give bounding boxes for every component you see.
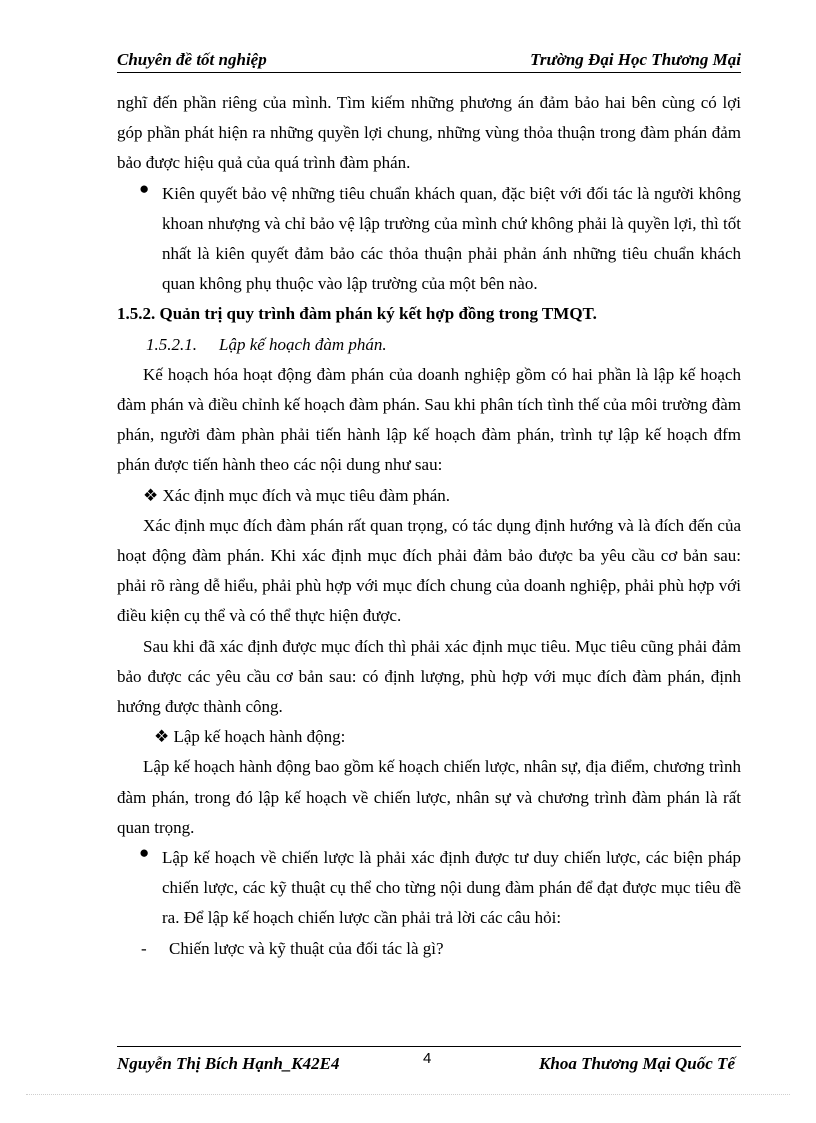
bullet-text: Lập kế hoạch về chiến lược là phải xác định được tư duy chiến lược, các biện pháp chiến lược, các kỹ thuật cụ thể cho từng nội dung đàm phán để đạt được mục tiêu đề ra. Để lập kế hoạch chiến lược cần phải trả lời các câu hỏi: [162,848,741,928]
page-header [117,48,741,74]
footer-author: Nguyễn Thị Bích Hạnh_K42E4 [117,1054,340,1073]
subsection-number: 1.5.2.1. [146,334,197,354]
header-left-title: Chuyên đề tốt nghiệp [117,50,267,69]
subsection-heading [117,330,741,360]
diamond-item-goals [117,481,741,511]
page-bottom-boundary [26,1094,790,1095]
diamond-item-text: Lập kế hoạch hành động: [173,727,346,747]
subsection-title: Lập kế hoạch đàm phán. [219,334,387,354]
paragraph-action-plan: Lập kế hoạch hành động bao gồm kế hoạch chiến lược, nhân sự, địa điểm, chương trình đàm phán, trong đó lập kế hoạch về chiến lược, nhân sự và chương trình đàm phán là rất quan trọng. [117,757,741,837]
page-number: 4 [423,1050,432,1067]
diamond-bullet-icon: ❖ [154,727,174,747]
page-footer [117,1046,741,1076]
paragraph-planning-intro: Kế hoạch hóa hoạt động đàm phán của doanh nghiệp gồm có hai phần là lập kế hoạch đàm phán và điều chỉnh kế hoạch đàm phán. Sau khi phân tích tình thế của môi trường đàm phán, người đàm phàn phải tiến hành lập kế hoạch đàm phán, trình tự lập kế hoạch đfm phán được tiến hành theo các nội dung như sau: [117,364,741,475]
dash-item-question [117,934,741,964]
diamond-item-action-plan [117,722,741,752]
paragraph-objectives: Sau khi đã xác định được mục đích thì phải xác định mục tiêu. Mục tiêu cũng phải đảm bảo được các yêu cầu cơ bản sau: có định lượng, phù hợp với mục đích đàm phán, định hướng được thành công. [117,636,741,717]
page-body [117,88,741,964]
paragraph-continued: nghĩ đến phần riêng của mình. Tìm kiếm những phương án đảm bảo hai bên cùng có lợi góp phần phát hiện ra những quyền lợi chung, những vùng thỏa thuận trong đàm phán đảm bảo được hiệu quả của quá trình đàm phán. [117,93,741,173]
bullet-dot-icon: ● [139,843,150,863]
paragraph-purpose: Xác định mục đích đàm phán rất quan trọng, có tác dụng định hướng và là đích đến của hoạt động đàm phán. Khi xác định mục đích phải đảm bảo được ba yêu cầu cơ bản sau: phải rõ ràng dễ hiểu, phải phù hợp với mục đích chung của doanh nghiệp, phải phù hợp với điều kiện cụ thể và có thể thực hiện được. [117,515,741,626]
diamond-bullet-icon: ❖ [143,485,163,505]
bullet-text: Kiên quyết bảo vệ những tiêu chuẩn khách quan, đặc biệt với đối tác là người không khoan nhượng và chỉ bảo vệ lập trường của mình chứ không phải là quyền lợi, thì tốt nhất là kiên quyết đảm bảo các thỏa thuận phải phản ánh những tiêu chuẩn khách quan không phụ thuộc vào lập trường của một bên nào. [162,183,741,294]
dash-item-text: Chiến lược và kỹ thuật của đối tác là gì? [169,938,444,958]
footer-rule [117,1046,741,1047]
header-rule [117,72,741,73]
dash-bullet-icon: - [141,938,147,958]
diamond-item-text: Xác định mục đích và mục tiêu đàm phán. [162,485,450,505]
section-heading: 1.5.2. Quản trị quy trình đàm phán ký kết hợp đồng trong TMQT. [117,304,597,324]
footer-faculty: Khoa Thương Mại Quốc Tế [539,1054,735,1073]
bullet-dot-icon: ● [139,178,150,198]
header-right-title: Trường Đại Học Thương Mại [530,50,741,69]
bullet-item-objective-standards [117,179,741,300]
bullet-item-strategy [117,843,741,934]
